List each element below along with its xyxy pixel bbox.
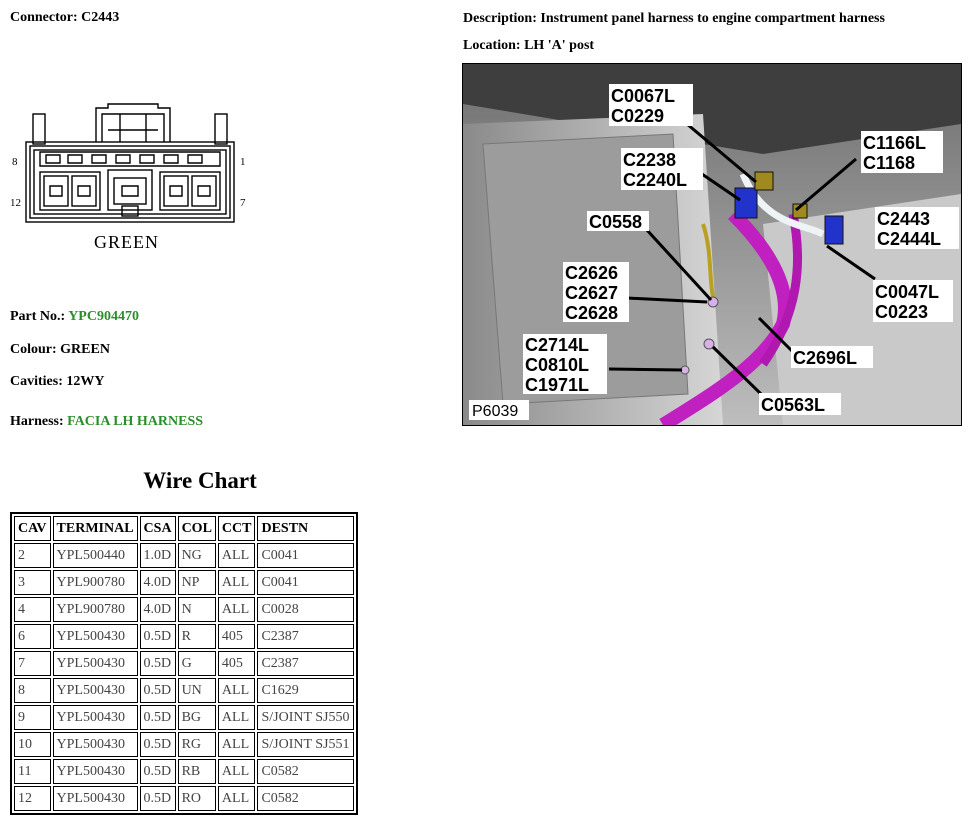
wire-chart-cell-col: R bbox=[178, 624, 216, 649]
wire-chart-title: Wire Chart bbox=[143, 468, 257, 493]
harness-link[interactable]: FACIA LH HARNESS bbox=[67, 414, 204, 429]
wire-chart-header-cct: CCT bbox=[218, 516, 256, 541]
colour-value: GREEN bbox=[60, 342, 110, 357]
wire-chart-cell-col: G bbox=[178, 651, 216, 676]
harness-label: Harness: bbox=[10, 414, 64, 429]
wire-chart-cell-destn: S/JOINT SJ551 bbox=[257, 732, 353, 757]
part-number-link[interactable]: YPC904470 bbox=[68, 309, 139, 324]
wire-chart-cell-destn: C2387 bbox=[257, 624, 353, 649]
table-row bbox=[14, 732, 354, 757]
photo-label-c0229: C0229 bbox=[611, 106, 665, 126]
wire-chart-cell-cct: ALL bbox=[218, 597, 256, 622]
wire-chart-cell-terminal: YPL500430 bbox=[53, 678, 138, 703]
wire-chart-cell-cav: 10 bbox=[14, 732, 51, 757]
photo-ref-label: P6039 bbox=[472, 403, 519, 420]
leader-c2714l bbox=[609, 369, 682, 370]
wire-chart-cell-csa: 1.0D bbox=[140, 543, 176, 568]
harness bbox=[10, 414, 203, 430]
connector-title bbox=[10, 10, 119, 26]
wire-chart-cell-col: RG bbox=[178, 732, 216, 757]
photo-connector-blue-1 bbox=[735, 188, 757, 218]
wire-chart-cell-destn: C0028 bbox=[257, 597, 353, 622]
wire-chart-cell-csa: 4.0D bbox=[140, 570, 176, 595]
wire-chart-cell-csa: 0.5D bbox=[140, 705, 176, 730]
wire-chart-cell-terminal: YPL500430 bbox=[53, 759, 138, 784]
wire-chart-cell-terminal: YPL500430 bbox=[53, 705, 138, 730]
wire-chart-cell-csa: 0.5D bbox=[140, 624, 176, 649]
wire-chart-cell-csa: 0.5D bbox=[140, 786, 176, 811]
photo-label-c0067l: C0067L bbox=[611, 86, 676, 106]
photo-label-c1971l: C1971L bbox=[525, 375, 590, 395]
wire-chart-cell-terminal: YPL500430 bbox=[53, 786, 138, 811]
location-text: LH 'A' post bbox=[524, 38, 595, 53]
wire-chart-table bbox=[10, 512, 358, 815]
wire-chart-cell-cav: 4 bbox=[14, 597, 51, 622]
wire-chart-cell-csa: 0.5D bbox=[140, 732, 176, 757]
wire-chart-cell-terminal: YPL500430 bbox=[53, 624, 138, 649]
wire-chart-cell-destn: C0582 bbox=[257, 786, 353, 811]
wire-chart-cell-terminal: YPL900780 bbox=[53, 570, 138, 595]
description-label: Description: bbox=[463, 11, 537, 26]
wire-chart-cell-destn: C0582 bbox=[257, 759, 353, 784]
description bbox=[463, 11, 885, 27]
location-photo bbox=[462, 63, 962, 426]
wire-chart-cell-cct: ALL bbox=[218, 705, 256, 730]
wire-chart-cell-cct: ALL bbox=[218, 759, 256, 784]
wire-chart-cell-destn: C0041 bbox=[257, 570, 353, 595]
location-photo-illustration bbox=[463, 64, 961, 425]
location-label: Location: bbox=[463, 38, 521, 53]
pin-8-label: 8 bbox=[12, 156, 18, 168]
wire-chart-cell-destn: S/JOINT SJ550 bbox=[257, 705, 353, 730]
wire-chart-cell-cct: ALL bbox=[218, 678, 256, 703]
colour bbox=[10, 342, 110, 358]
wire-chart-cell-cct: ALL bbox=[218, 786, 256, 811]
photo-label-c0810l: C0810L bbox=[525, 355, 590, 375]
wire-chart-cell-cav: 2 bbox=[14, 543, 51, 568]
table-row bbox=[14, 570, 354, 595]
wire-chart-cell-col: RB bbox=[178, 759, 216, 784]
table-row bbox=[14, 759, 354, 784]
pin-1-label: 1 bbox=[240, 156, 246, 168]
cavities-value: 12WY bbox=[66, 374, 105, 389]
wire-chart-cell-cav: 9 bbox=[14, 705, 51, 730]
wire-chart-cell-cav: 11 bbox=[14, 759, 51, 784]
cavities bbox=[10, 374, 105, 390]
photo-label-c2696l: C2696L bbox=[793, 348, 858, 368]
colour-label: Colour: bbox=[10, 342, 57, 357]
wire-chart-cell-col: UN bbox=[178, 678, 216, 703]
wire-chart-cell-cav: 8 bbox=[14, 678, 51, 703]
pin-12-label: 12 bbox=[10, 197, 21, 209]
table-row bbox=[14, 786, 354, 811]
wire-chart-cell-destn: C2387 bbox=[257, 651, 353, 676]
photo-connector-lilac-3 bbox=[681, 366, 689, 374]
wire-chart-cell-cav: 3 bbox=[14, 570, 51, 595]
wire-chart-cell-cct: ALL bbox=[218, 570, 256, 595]
wire-chart-cell-terminal: YPL500430 bbox=[53, 732, 138, 757]
photo-label-c1166l: C1166L bbox=[863, 133, 927, 153]
wire-chart-cell-csa: 4.0D bbox=[140, 597, 176, 622]
photo-connector-blue-2 bbox=[825, 216, 843, 244]
wire-chart-cell-col: N bbox=[178, 597, 216, 622]
cavities-label: Cavities: bbox=[10, 374, 63, 389]
wire-chart-cell-cct: 405 bbox=[218, 651, 256, 676]
table-row bbox=[14, 678, 354, 703]
table-row bbox=[14, 597, 354, 622]
photo-connector-brown-1 bbox=[755, 172, 773, 190]
wire-chart-cell-col: RO bbox=[178, 786, 216, 811]
table-row bbox=[14, 543, 354, 568]
wire-chart-cell-terminal: YPL500430 bbox=[53, 651, 138, 676]
wire-chart-cell-col: NP bbox=[178, 570, 216, 595]
table-row bbox=[14, 705, 354, 730]
photo-label-c2240l: C2240L bbox=[623, 170, 688, 190]
wire-chart-header-row bbox=[14, 516, 354, 541]
pinout-colour-label: GREEN bbox=[94, 232, 159, 252]
photo-label-c0047l: C0047L bbox=[875, 282, 940, 302]
connector-pinout-diagram bbox=[8, 100, 258, 260]
part-number-label: Part No.: bbox=[10, 309, 66, 324]
photo-label-c0563l: C0563L bbox=[761, 395, 826, 415]
photo-label-c2628: C2628 bbox=[565, 303, 619, 323]
table-row bbox=[14, 624, 354, 649]
wire-chart-cell-col: BG bbox=[178, 705, 216, 730]
wire-chart-cell-terminal: YPL900780 bbox=[53, 597, 138, 622]
part-number bbox=[10, 309, 139, 325]
wire-chart-cell-col: NG bbox=[178, 543, 216, 568]
wire-chart-body bbox=[14, 543, 354, 811]
table-row bbox=[14, 651, 354, 676]
photo-label-c2627: C2627 bbox=[565, 283, 619, 303]
wire-chart-header-destn: DESTN bbox=[257, 516, 353, 541]
location bbox=[463, 38, 594, 54]
wire-chart-header-csa: CSA bbox=[140, 516, 176, 541]
connector-label: Connector: bbox=[10, 10, 78, 25]
wire-chart-cell-csa: 0.5D bbox=[140, 678, 176, 703]
wire-chart-header-col: COL bbox=[178, 516, 216, 541]
wire-chart-cell-destn: C1629 bbox=[257, 678, 353, 703]
photo-label-c1168: C1168 bbox=[863, 153, 916, 173]
photo-label-c2443: C2443 bbox=[877, 209, 931, 229]
wire-chart-cell-terminal: YPL500440 bbox=[53, 543, 138, 568]
description-text: Instrument panel harness to engine compartment harness bbox=[540, 11, 885, 26]
wire-chart-cell-csa: 0.5D bbox=[140, 759, 176, 784]
wire-chart-cell-destn: C0041 bbox=[257, 543, 353, 568]
photo-label-c0223: C0223 bbox=[875, 302, 929, 322]
wire-chart-cell-cav: 12 bbox=[14, 786, 51, 811]
connector-id: C2443 bbox=[81, 10, 120, 25]
photo-label-c2444l: C2444L bbox=[877, 229, 942, 249]
wire-chart-cell-cct: ALL bbox=[218, 543, 256, 568]
wire-chart-header-terminal: TERMINAL bbox=[53, 516, 138, 541]
wire-chart-cell-cct: ALL bbox=[218, 732, 256, 757]
photo-label-c2238: C2238 bbox=[623, 150, 677, 170]
wire-chart-cell-cct: 405 bbox=[218, 624, 256, 649]
photo-connector-lilac-2 bbox=[704, 339, 714, 349]
wire-chart-cell-cav: 7 bbox=[14, 651, 51, 676]
photo-label-c2626: C2626 bbox=[565, 263, 619, 283]
wire-chart-header-cav: CAV bbox=[14, 516, 51, 541]
pin-7-label: 7 bbox=[240, 197, 246, 209]
photo-label-c2714l: C2714L bbox=[525, 335, 590, 355]
photo-label-c0558: C0558 bbox=[589, 212, 643, 232]
wire-chart-cell-cav: 6 bbox=[14, 624, 51, 649]
wire-chart-cell-csa: 0.5D bbox=[140, 651, 176, 676]
